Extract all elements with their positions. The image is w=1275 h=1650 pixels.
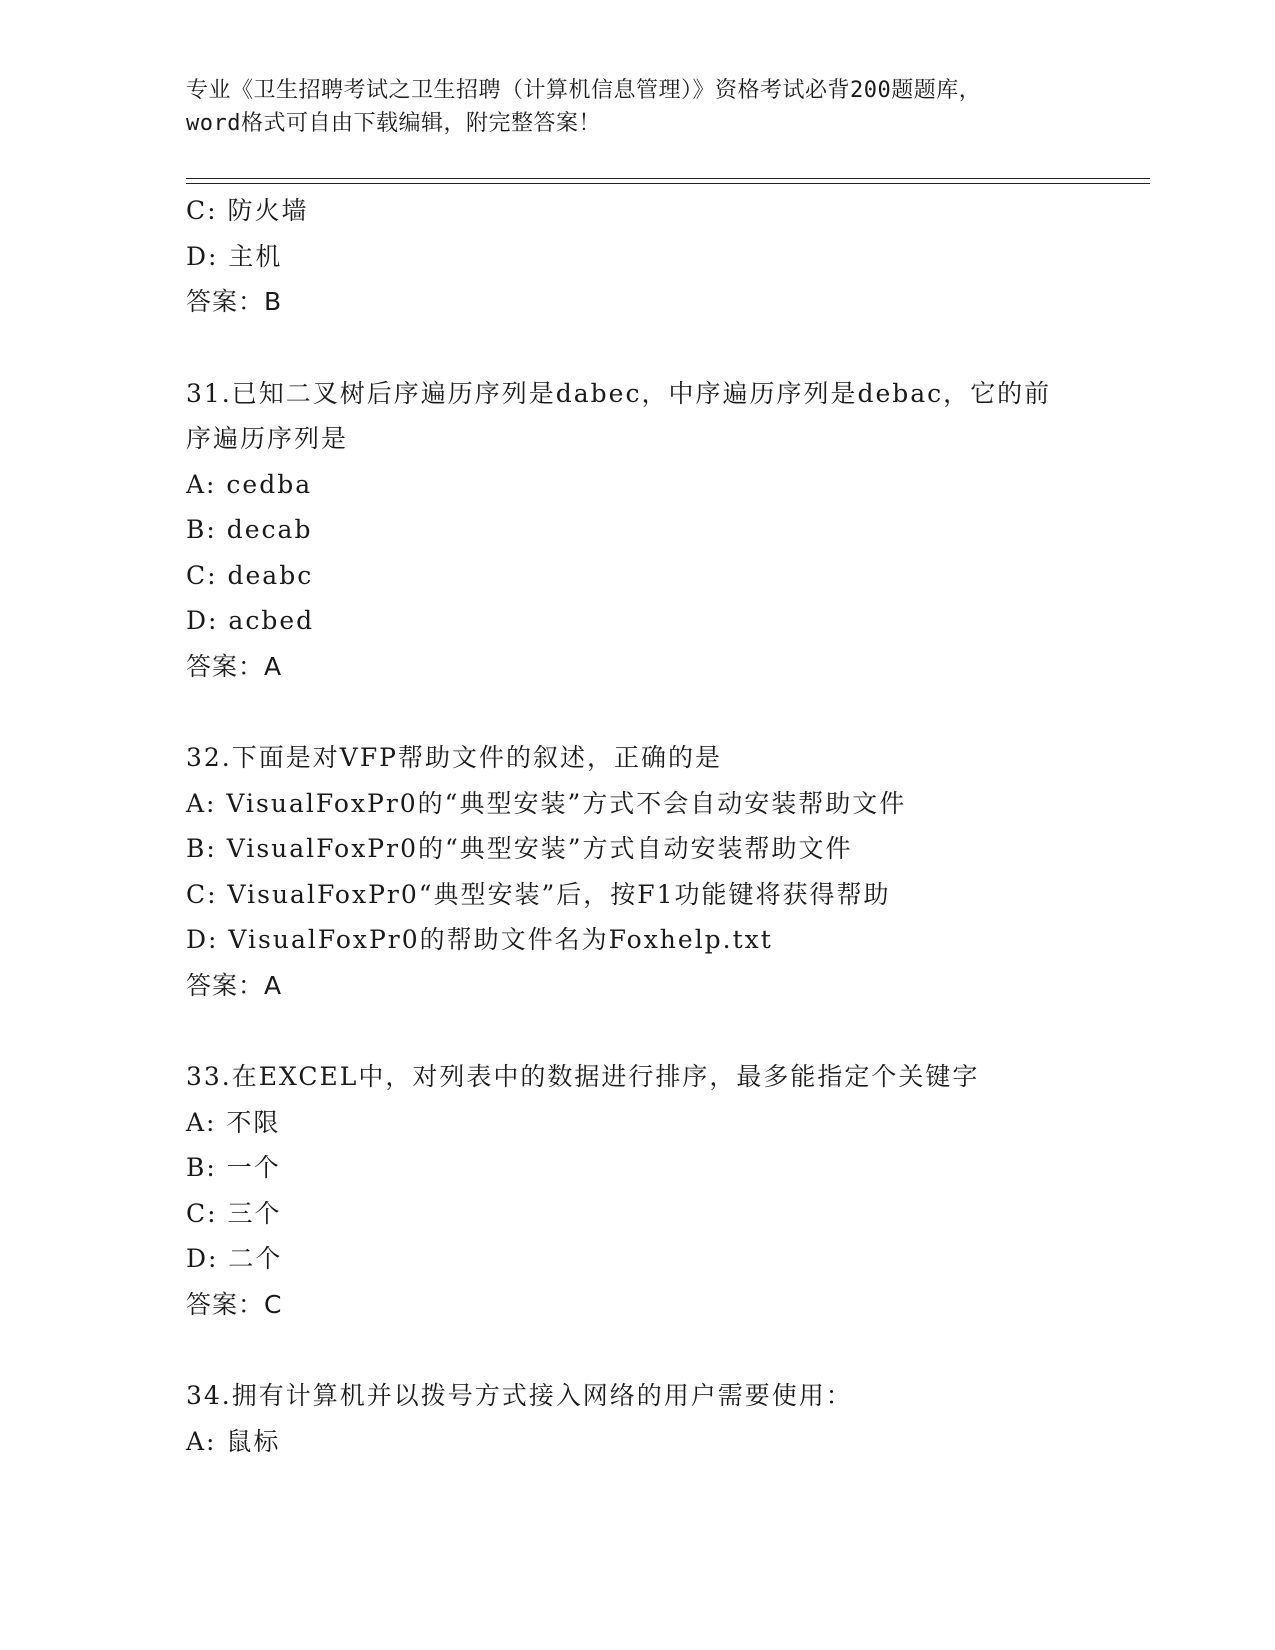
option-c: C: deabc — [186, 560, 314, 590]
question-32 — [186, 735, 1150, 1008]
option-c: C: VisualFoxPr0“典型安装”后，按F1功能键将获得帮助 — [186, 879, 891, 909]
header-line-2: word格式可自由下载编辑，附完整答案！ — [186, 111, 601, 136]
answer-line: 答案：A — [186, 651, 283, 681]
spacer — [186, 1008, 1150, 1054]
spacer — [186, 1327, 1150, 1373]
option-b: B: decab — [186, 515, 313, 544]
question-33 — [186, 1054, 1150, 1327]
document-header — [186, 74, 1086, 140]
question-text: 31.已知二叉树后序遍历序列是dabec，中序遍历序列是debac，它的前序遍历序列是 — [186, 378, 1052, 453]
question-31 — [186, 371, 1150, 690]
spacer — [186, 325, 1150, 371]
header-rule-top — [186, 178, 1150, 179]
option-b: B: 一个 — [186, 1153, 281, 1182]
question-text: 33.在EXCEL中，对列表中的数据进行排序，最多能指定个关键字 — [186, 1062, 980, 1091]
header-rule-bottom — [186, 183, 1150, 184]
option-a: A: 鼠标 — [186, 1426, 281, 1456]
answer-line: 答案：C — [186, 1289, 283, 1319]
option-a: A: 不限 — [186, 1107, 281, 1137]
option-d: D: 二个 — [186, 1244, 283, 1273]
option-d: D: 主机 — [186, 241, 283, 271]
question-34 — [186, 1373, 1150, 1464]
option-a: A: VisualFoxPr0的“典型安装”方式不会自动安装帮助文件 — [186, 788, 907, 818]
answer-line: 答案：A — [186, 970, 283, 1000]
question-text: 34.拥有计算机并以拨号方式接入网络的用户需要使用： — [186, 1381, 853, 1410]
option-d: D: VisualFoxPr0的帮助文件名为Foxhelp.txt — [186, 925, 773, 954]
question-list — [186, 188, 1150, 1464]
option-b: B: VisualFoxPr0的“典型安装”方式自动安装帮助文件 — [186, 834, 853, 863]
option-c: C: 防火墙 — [186, 196, 309, 225]
option-a: A: cedba — [186, 469, 313, 499]
answer-line: 答案：B — [186, 287, 283, 316]
spacer — [186, 689, 1150, 735]
header-line-1: 专业《卫生招聘考试之卫生招聘（计算机信息管理）》资格考试必背200题题库， — [186, 78, 982, 103]
question-text: 32.下面是对VFP帮助文件的叙述，正确的是 — [186, 743, 722, 772]
option-d: D: acbed — [186, 606, 315, 635]
question-30-continued — [186, 188, 1150, 325]
option-c: C: 三个 — [186, 1198, 282, 1228]
